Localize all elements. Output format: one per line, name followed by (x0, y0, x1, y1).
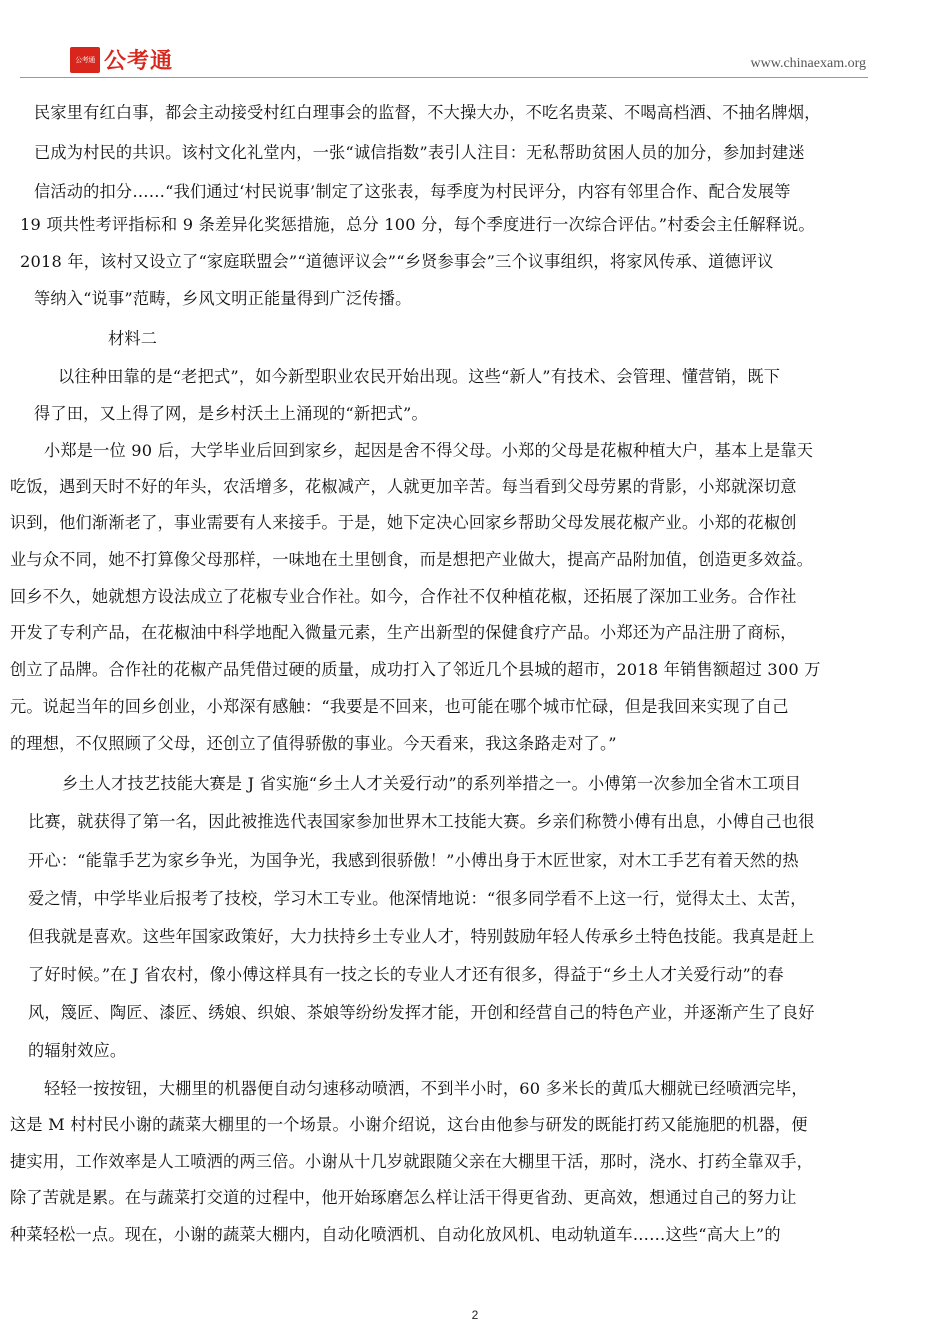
text-line: 吃饭，遇到天时不好的年头，农活增多，花椒减产，人就更加辛苦。每当看到父母劳累的背影，小郑就深切意 (10, 477, 797, 496)
text-line: 捷实用，工作效率是人工喷洒的两三倍。小谢从十几岁就跟随父亲在大棚里干活，那时，浇水、打药全靠双手， (10, 1152, 813, 1171)
text-line: 开发了专利产品，在花椒油中科学地配入微量元素，生产出新型的保健食疗产品。小郑还为产品注册了商标， (10, 623, 797, 642)
logo-wordmark: 公考通 (104, 49, 174, 74)
site-url[interactable]: www.chinaexam.org (750, 56, 866, 71)
text-line: 已成为村民的共识。该村文化礼堂内，一张“诚信指数”表引人注目：无私帮助贫困人员的加分，参加封建迷 (34, 143, 805, 162)
text-line: 除了苦就是累。在与蔬菜打交道的过程中，他开始琢磨怎么样让活干得更省劲、更高效，想通过自己的努力让 (10, 1188, 797, 1207)
text-line: 比赛，就获得了第一名，因此被推选代表国家参加世界木工技能大赛。乡亲们称赞小傅有出息，小傅自己也很 (28, 812, 815, 831)
text-line: 2018 年，该村又设立了“家庭联盟会”“道德评议会”“乡贤参事会”三个议事组织，将家风传承、道德评议 (20, 252, 774, 271)
brand-logo[interactable] (70, 44, 173, 75)
text-line: 创立了品牌。合作社的花椒产品凭借过硬的质量，成功打入了邻近几个县城的超市，2018 年销售额超过 300 万 (10, 660, 821, 679)
page-number: 2 (471, 1308, 479, 1322)
text-line: 以往种田靠的是“老把式”，如今新型职业农民开始出现。这些“新人”有技术、会管理、懂营销，既下 (58, 367, 781, 386)
text-line: 爱之情，中学毕业后报考了技校，学习木工专业。他深情地说：“很多同学看不上这一行，觉得太土、太苦， (28, 889, 807, 908)
text-line: 识到，他们渐渐老了，事业需要有人来接手。于是，她下定决心回家乡帮助父母发展花椒产业。小郑的花椒创 (10, 513, 797, 532)
text-line: 风，篾匠、陶匠、漆匠、绣娘、织娘、茶娘等纷纷发挥才能，开创和经营自己的特色产业，并逐渐产生了良好 (28, 1003, 815, 1022)
text-line: 等纳入“说事”范畴，乡风文明正能量得到广泛传播。 (34, 289, 412, 308)
text-line: 的辐射效应。 (28, 1041, 127, 1060)
text-line: 民家里有红白事，都会主动接受村红白理事会的监督，不大操大办，不吃名贵菜、不喝高档酒、不抽名牌烟， (34, 103, 821, 122)
text-line: 开心：“能靠手艺为家乡争光，为国争光，我感到很骄傲！”小傅出身于木匠世家，对木工手艺有着天然的热 (28, 851, 799, 870)
section-heading: 材料二 (108, 329, 158, 348)
text-line: 小郑是一位 90 后，大学毕业后回到家乡，起因是舍不得父母。小郑的父母是花椒种植大户，基本上是靠天 (44, 441, 814, 460)
text-line: 这是 M 村村民小谢的蔬菜大棚里的一个场景。小谢介绍说，这台由他参与研发的既能打药又能施肥的机器，便 (10, 1115, 808, 1134)
header-divider (20, 77, 868, 78)
text-line: 种菜轻松一点。现在，小谢的蔬菜大棚内，自动化喷洒机、自动化放风机、电动轨道车……这些“高大上”的 (10, 1225, 781, 1244)
text-line: 信活动的扣分……“我们通过‘村民说事’制定了这张表，每季度为村民评分，内容有邻里合作、配合发展等 (34, 182, 791, 201)
text-line: 19 项共性考评指标和 9 条差异化奖惩措施，总分 100 分，每个季度进行一次综合评估。”村委会主任解释说。 (20, 215, 815, 234)
text-line: 的理想，不仅照顾了父母，还创立了值得骄傲的事业。今天看来，我这条路走对了。” (10, 734, 617, 753)
text-line: 业与众不同，她不打算像父母那样，一味地在土里刨食，而是想把产业做大，提高产品附加值，创造更多效益。 (10, 550, 813, 569)
text-line: 了好时候。”在 J 省农村，像小傅这样具有一技之长的专业人才还有很多，得益于“乡土人才关爱行动”的春 (28, 965, 784, 984)
text-line: 回乡不久，她就想方设法成立了花椒专业合作社。如今，合作社不仅种植花椒，还拓展了深加工业务。合作社 (10, 587, 797, 606)
text-line: 得了田，又上得了网，是乡村沃土上涌现的“新把式”。 (34, 404, 428, 423)
logo-emblem: 公考通 (70, 47, 100, 73)
text-line: 乡土人才技艺技能大赛是 J 省实施“乡土人才关爱行动”的系列举措之一。小傅第一次参加全省木工项目 (62, 774, 801, 793)
text-line: 但我就是喜欢。这些年国家政策好，大力扶持乡土专业人才，特别鼓励年轻人传承乡土特色技能。我真是赶上 (28, 927, 815, 946)
page-header (0, 0, 950, 90)
text-line: 轻轻一按按钮，大棚里的机器便自动匀速移动喷洒，不到半小时，60 多米长的黄瓜大棚就已经喷洒完毕， (44, 1079, 808, 1098)
text-line: 元。说起当年的回乡创业，小郑深有感触：“我要是不回来，也可能在哪个城市忙碌，但是我回来实现了自己 (10, 697, 789, 716)
